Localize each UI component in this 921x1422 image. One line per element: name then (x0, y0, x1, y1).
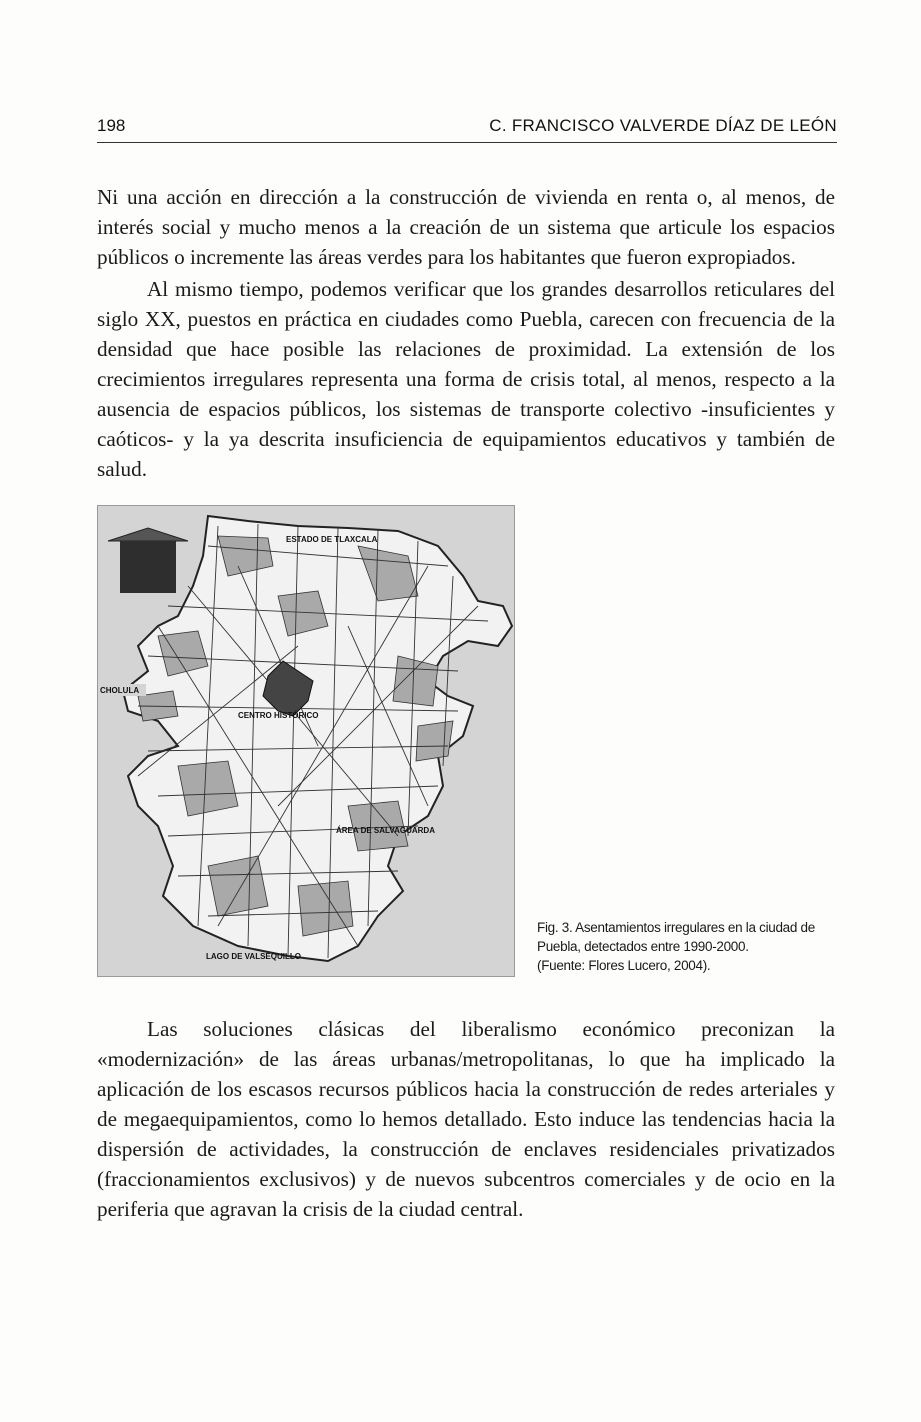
caption-line: Puebla, detectados entre 1990-2000. (537, 939, 749, 954)
paragraph-3: Las soluciones clásicas del liberalismo económico preconizan la «modernización» de las áreas urbanas/metropolitanas, lo que ha implicado la aplicación de los escasos recursos públicos hacia la construcción de redes arteriales y de megaequipamientos, como lo hemos detallado. Esto induce las tendencias hacia la dispersión de actividades, la construcción de enclaves residenciales privatizados (fraccionamientos exclusivos) y de nuevos subcentros comerciales y de ocio en la periferia que agravan la crisis de la ciudad central. (97, 1017, 835, 1221)
running-header-author: C. FRANCISCO VALVERDE DÍAZ DE LEÓN (489, 116, 837, 135)
paragraph-1: Ni una acción en dirección a la construcción de vivienda en renta o, al menos, de interés social y mucho menos a la creación de un sistema que articule los espacios públicos o incremente las áreas verdes para los habitantes que fueron expropiados. (97, 185, 835, 269)
page-number: 198 (97, 116, 126, 135)
label-cholula: CHOLULA (100, 686, 140, 695)
label-valsequillo: LAGO DE VALSEQUILLO (206, 952, 301, 961)
north-arrow-icon (108, 528, 188, 593)
label-safeguard-area: ÁREA DE SALVAGUARDA (336, 826, 435, 835)
puebla-settlements-map (98, 506, 514, 976)
figure-caption (537, 918, 827, 975)
caption-line: (Fuente: Flores Lucero, 2004). (537, 958, 711, 973)
caption-line: Fig. 3. Asentamientos irregulares en la ciudad de (537, 920, 815, 935)
running-header (97, 112, 837, 143)
label-historic-center: CENTRO HISTÓRICO (238, 711, 319, 720)
label-tlaxcala: ESTADO DE TLAXCALA (286, 535, 378, 544)
map-figure (97, 505, 515, 977)
paragraph-2: Al mismo tiempo, podemos verificar que los grandes desarrollos reticulares del siglo XX, puestos en práctica en ciudades como Puebla, carecen con frecuencia de la densidad que hace posible las relaciones de proximidad. La extensión de los crecimientos irregulares representa una forma de crisis total, al menos, respecto a la ausencia de espacios públicos, los sistemas de transporte colectivo -insuficientes y caóticos- y la ya descrita insuficiencia de equipamientos educativos y también de salud. (97, 277, 835, 481)
